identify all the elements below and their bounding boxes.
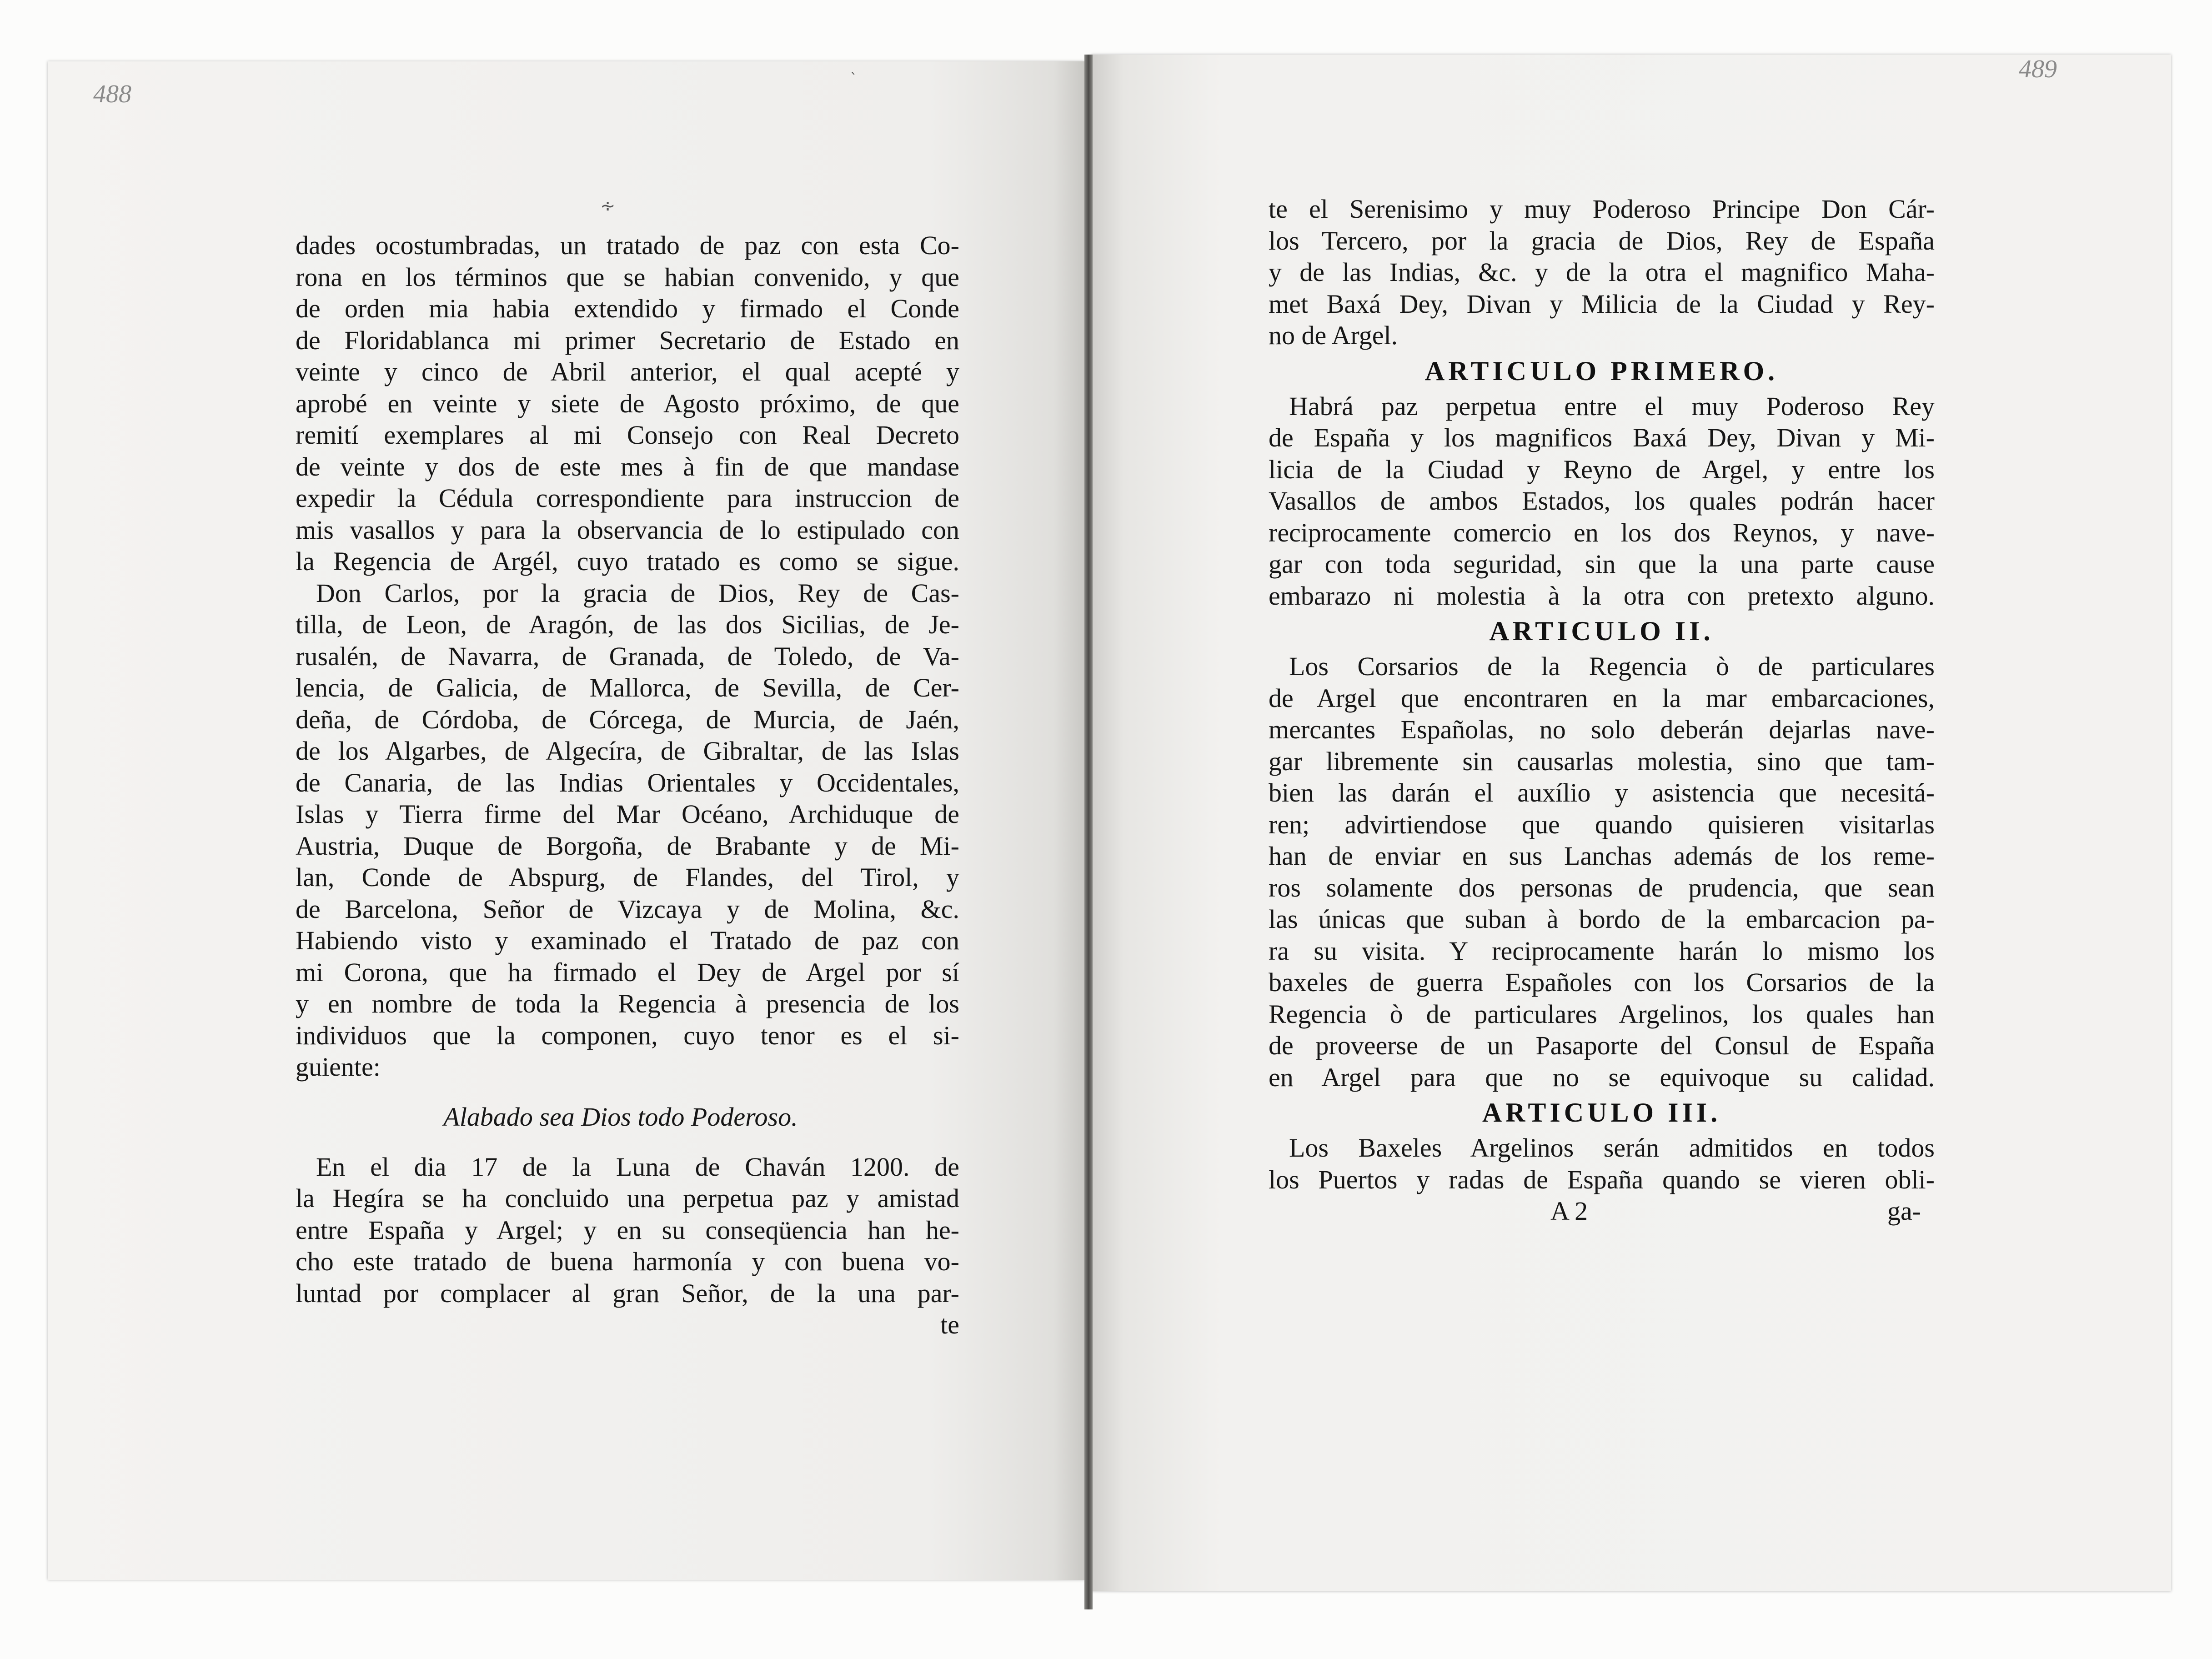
text-line: Islas y Tierra firme del Mar Océano, Archiduque de [296, 799, 959, 829]
text-line: reciprocamente comercio en los dos Reynos, y nave- [1269, 517, 1935, 547]
text-line: remití exemplares al mi Consejo con Real Decreto [296, 420, 959, 450]
text-line: de Floridablanca mi primer Secretario de Estado en [296, 325, 959, 355]
text-line: no de Argel. [1269, 321, 1398, 350]
text-line: Los Baxeles Argelinos serán admitidos en todos [1289, 1133, 1935, 1163]
ink-speck: ∻ [600, 195, 616, 216]
text-line: mercantes Españolas, no solo deberán dejarlas nave- [1269, 715, 1935, 744]
text-line: individuos que la componen, cuyo tenor es el si- [296, 1020, 959, 1050]
text-line: cho este tratado de buena harmonía y con buena vo- [296, 1247, 959, 1276]
text-line: Austria, Duque de Borgoña, de Brabante y de Mi- [296, 831, 959, 861]
text-line: la Regencia de Argél, cuyo tratado es como se sigue. [296, 546, 959, 576]
text-line: ren; advirtiendose que quando quisieren visitarlas [1269, 809, 1935, 839]
right-folio-number: 489 [2019, 55, 2057, 83]
text-line: veinte y cinco de Abril anterior, el qual acepté y [296, 357, 959, 386]
article-heading: ARTICULO III. [1482, 1098, 1721, 1128]
text-line: licia de la Ciudad y Reyno de Argel, y entre los [1269, 454, 1935, 484]
ink-speck: ˎ [850, 59, 857, 75]
text-line: entre España y Argel; y en su conseqüencia han he- [296, 1215, 959, 1245]
text-line: aprobé en veinte y siete de Agosto próximo, de que [296, 388, 959, 418]
text-line: de los Algarbes, de Algecíra, de Gibraltar, de las Islas [296, 736, 959, 766]
text-line: bien las darán el auxílio y asistencia que necesitá- [1269, 778, 1935, 807]
text-line: gar libremente sin causarlas molestia, sino que tam- [1269, 746, 1935, 776]
text-line: mis vasallos y para la observancia de lo estipulado con [296, 515, 959, 545]
text-line: de Canaria, de las Indias Orientales y Occidentales, [296, 767, 959, 797]
text-line: deña, de Córdoba, de Córcega, de Murcia, de Jaén, [296, 704, 959, 734]
right-page-text [1269, 193, 1935, 1227]
text-line: y en nombre de toda la Regencia à presencia de los [296, 989, 959, 1018]
text-line: de Argel que encontraren en la mar embarcaciones, [1269, 683, 1935, 713]
text-line: met Baxá Dey, Divan y Milicia de la Ciudad y Rey- [1269, 289, 1935, 319]
text-line: de España y los magnificos Baxá Dey, Divan y Mi- [1269, 423, 1935, 452]
text-line: Regencia ò de particulares Argelinos, los quales han [1269, 999, 1935, 1029]
text-line: de Barcelona, Señor de Vizcaya y de Molina, &c. [296, 894, 959, 924]
article-heading: ARTICULO PRIMERO. [1425, 356, 1779, 386]
text-line: tilla, de Leon, de Aragón, de las dos Sicilias, de Je- [296, 610, 959, 639]
text-line: Vasallos de ambos Estados, los quales podrán hacer [1269, 486, 1935, 516]
text-line: los Tercero, por la gracia de Dios, Rey de España [1269, 226, 1935, 256]
text-line: En el dia 17 de la Luna de Chaván 1200. de [316, 1152, 959, 1182]
text-line: en Argel para que no se equivoque su calidad. [1269, 1062, 1935, 1092]
text-line: ros solamente dos personas de prudencia, que sean [1269, 872, 1935, 902]
text-line: expedir la Cédula correspondiente para instruccion de [296, 483, 959, 513]
article-heading: ARTICULO II. [1489, 616, 1714, 646]
text-line: las únicas que suban à bordo de la embarcacion pa- [1269, 904, 1935, 934]
text-line: rusalén, de Navarra, de Granada, de Toledo, de Va- [296, 641, 959, 671]
signature-line [1269, 1195, 1935, 1227]
text-line: y de las Indias, &c. y de la otra el magnifico Maha- [1269, 257, 1935, 287]
book-gutter [1084, 55, 1093, 1609]
text-line: lan, Conde de Abspurg, de Flandes, del Tirol, y [296, 862, 959, 892]
text-line: gar con toda seguridad, sin que la una parte cause [1269, 549, 1935, 579]
text-line: guiente: [296, 1052, 381, 1082]
text-line: baxeles de guerra Españoles con los Corsarios de la [1269, 967, 1935, 997]
text-line: han de enviar en sus Lanchas además de los reme- [1269, 841, 1935, 871]
text-line: de proveerse de un Pasaporte del Consul de España [1269, 1031, 1935, 1060]
text-line: la Hegíra se ha concluido una perpetua paz y amistad [296, 1183, 959, 1213]
text-line: rona en los términos que se habian convenido, y que [296, 262, 959, 292]
text-line: embarazo ni molestia à la otra con pretexto alguno. [1269, 581, 1935, 611]
text-line: luntad por complacer al gran Señor, de la una par- [296, 1278, 959, 1308]
text-line: ra su visita. Y reciprocamente harán lo mismo los [1269, 936, 1935, 966]
text-line: Los Corsarios de la Regencia ò de particulares [1289, 652, 1935, 681]
text-line: mi Corona, que ha firmado el Dey de Argel por sí [296, 957, 959, 987]
text-line: Habrá paz perpetua entre el muy Poderoso Rey [1289, 391, 1935, 421]
text-line: de veinte y dos de este mes à fin de que mandase [296, 451, 959, 481]
catchword: ga- [1887, 1196, 1921, 1226]
left-folio-number: 488 [93, 80, 131, 108]
text-line: de orden mia habia extendido y firmado el Conde [296, 294, 959, 323]
invocation-heading: Alabado sea Dios todo Poderoso. [443, 1102, 798, 1132]
text-line: lencia, de Galicia, de Mallorca, de Sevilla, de Cer- [296, 673, 959, 702]
text-line: Don Carlos, por la gracia de Dios, Rey de Cas- [316, 578, 959, 608]
text-line: los Puertos y radas de España quando se vieren obli- [1269, 1164, 1935, 1194]
text-line: te el Serenisimo y muy Poderoso Principe Don Cár- [1269, 194, 1935, 224]
signature-mark: A 2 [1550, 1196, 1588, 1226]
left-page-text [296, 230, 959, 1341]
text-line: dades ocostumbradas, un tratado de paz con esta Co- [296, 231, 959, 260]
text-line: Habiendo visto y examinado el Tratado de paz con [296, 926, 959, 955]
catchword: te [940, 1310, 959, 1339]
